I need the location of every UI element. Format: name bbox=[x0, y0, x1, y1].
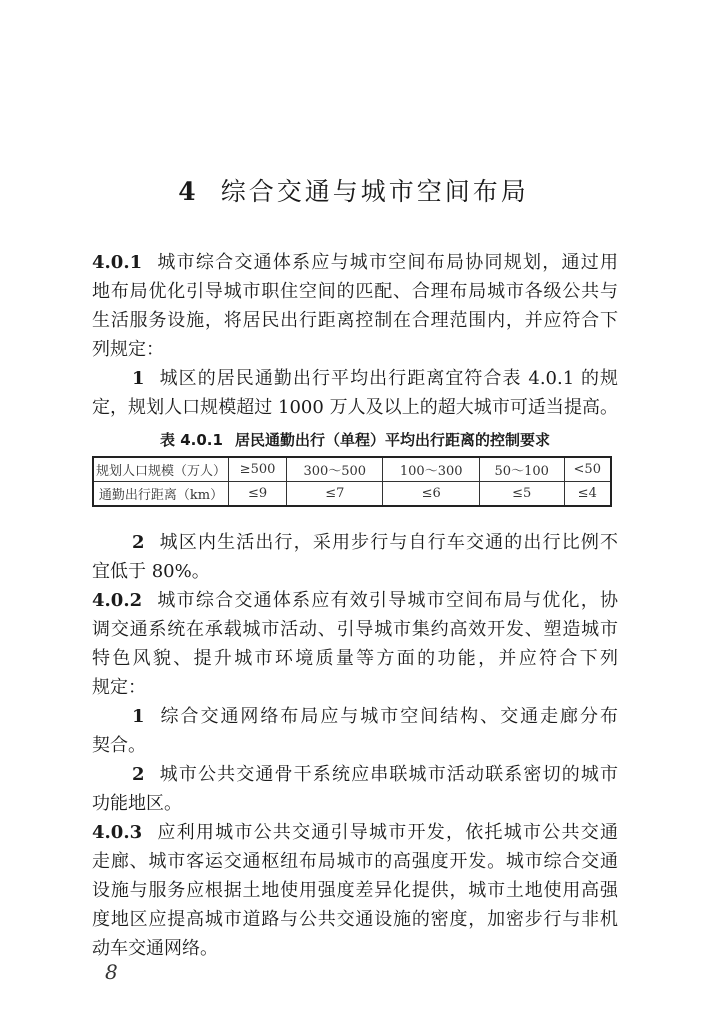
table-cell: 300～500 bbox=[287, 457, 383, 482]
table-caption bbox=[92, 429, 618, 450]
table-cell: ≤9 bbox=[229, 482, 287, 507]
clause-number: 4.0.2 bbox=[92, 590, 143, 611]
table-cell: ≤5 bbox=[479, 482, 564, 507]
item-number: 1 bbox=[132, 368, 145, 389]
chapter-number: 4 bbox=[178, 177, 199, 206]
item-number: 2 bbox=[132, 764, 145, 785]
clause-401-line-3: 生活服务设施，将居民出行距离控制在合理范围内，并应符合下 bbox=[92, 310, 618, 331]
paragraph-text: 城区的居民通勤出行平均出行距离宜符合表 4.0.1 的规 bbox=[158, 368, 618, 389]
item-number: 1 bbox=[132, 706, 145, 727]
clause-403-line-5: 动车交通网络。 bbox=[92, 938, 218, 959]
table-cell: <50 bbox=[564, 457, 611, 482]
paragraph-text: 城市综合交通体系应与城市空间布局协同规划，通过用 bbox=[156, 252, 618, 273]
clause-403-line-4: 度地区应提高城市道路与公共交通设施的密度，加密步行与非机 bbox=[92, 909, 618, 930]
clause-401-item-1-line-1 bbox=[132, 368, 618, 392]
chapter-title bbox=[0, 172, 707, 208]
clause-402-line-3: 特色风貌、提升城市环境质量等方面的功能，并应符合下列 bbox=[92, 648, 618, 669]
clause-402-item-2-line-1 bbox=[132, 764, 618, 788]
clause-number: 4.0.3 bbox=[92, 822, 143, 843]
table-cell: ≤6 bbox=[383, 482, 479, 507]
table-cell: ≤7 bbox=[287, 482, 383, 507]
commute-distance-table bbox=[92, 456, 612, 507]
paragraph-text: 应利用城市公共交通引导城市开发，依托城市公共交通 bbox=[156, 822, 618, 843]
table-row bbox=[93, 457, 611, 482]
table-cell: ≤4 bbox=[564, 482, 611, 507]
clause-401-item-2-line-1 bbox=[132, 532, 618, 556]
table-cell: ≥500 bbox=[229, 457, 287, 482]
clause-402-line-2: 调交通系统在承载城市活动、引导城市集约高效开发、塑造城市 bbox=[92, 619, 618, 640]
paragraph-text: 综合交通网络布局应与城市空间结构、交通走廊分布 bbox=[158, 706, 618, 727]
table-caption-text: 居民通勤出行（单程）平均出行距离的控制要求 bbox=[234, 431, 550, 449]
clause-403-line-1 bbox=[92, 822, 618, 846]
clause-403-line-2: 走廊、城市客运交通枢纽布局城市的高强度开发。城市综合交通 bbox=[92, 851, 618, 872]
table-cell: 规划人口规模（万人） bbox=[93, 457, 229, 482]
clause-402-item-1-line-2: 契合。 bbox=[92, 735, 146, 756]
clause-402-line-1 bbox=[92, 590, 618, 614]
chapter-title-text: 综合交通与城市空间布局 bbox=[220, 177, 529, 206]
paragraph-text: 城市综合交通体系应有效引导城市空间布局与优化，协 bbox=[156, 590, 618, 611]
clause-402-item-2-line-2: 功能地区。 bbox=[92, 793, 182, 814]
table-caption-number: 表 4.0.1 bbox=[160, 431, 223, 449]
clause-403-line-3: 设施与服务应根据土地使用强度差异化提供，城市土地使用高强 bbox=[92, 880, 618, 901]
clause-401-line-2: 地布局优化引导城市职住空间的匹配、合理布局城市各级公共与 bbox=[92, 281, 618, 302]
clause-number: 4.0.1 bbox=[92, 252, 143, 273]
page-number: 8 bbox=[105, 960, 118, 984]
paragraph-text: 城市公共交通骨干系统应串联城市活动联系密切的城市 bbox=[158, 764, 618, 785]
clause-401-item-1-line-2: 定，规划人口规模超过 1000 万人及以上的超大城市可适当提高。 bbox=[92, 397, 618, 418]
clause-402-item-1-line-1 bbox=[132, 706, 618, 730]
table-cell: 通勤出行距离（km） bbox=[93, 482, 229, 507]
clause-402-line-4: 规定： bbox=[92, 677, 146, 698]
table-cell: 50～100 bbox=[479, 457, 564, 482]
table-row bbox=[93, 482, 611, 507]
clause-401-item-2-line-2: 宜低于 80%。 bbox=[92, 561, 210, 582]
item-number: 2 bbox=[132, 532, 145, 553]
table-cell: 100～300 bbox=[383, 457, 479, 482]
clause-401-line-4: 列规定： bbox=[92, 339, 164, 360]
paragraph-text: 城区内生活出行，采用步行与自行车交通的出行比例不 bbox=[158, 532, 618, 553]
clause-401-line-1 bbox=[92, 252, 618, 276]
